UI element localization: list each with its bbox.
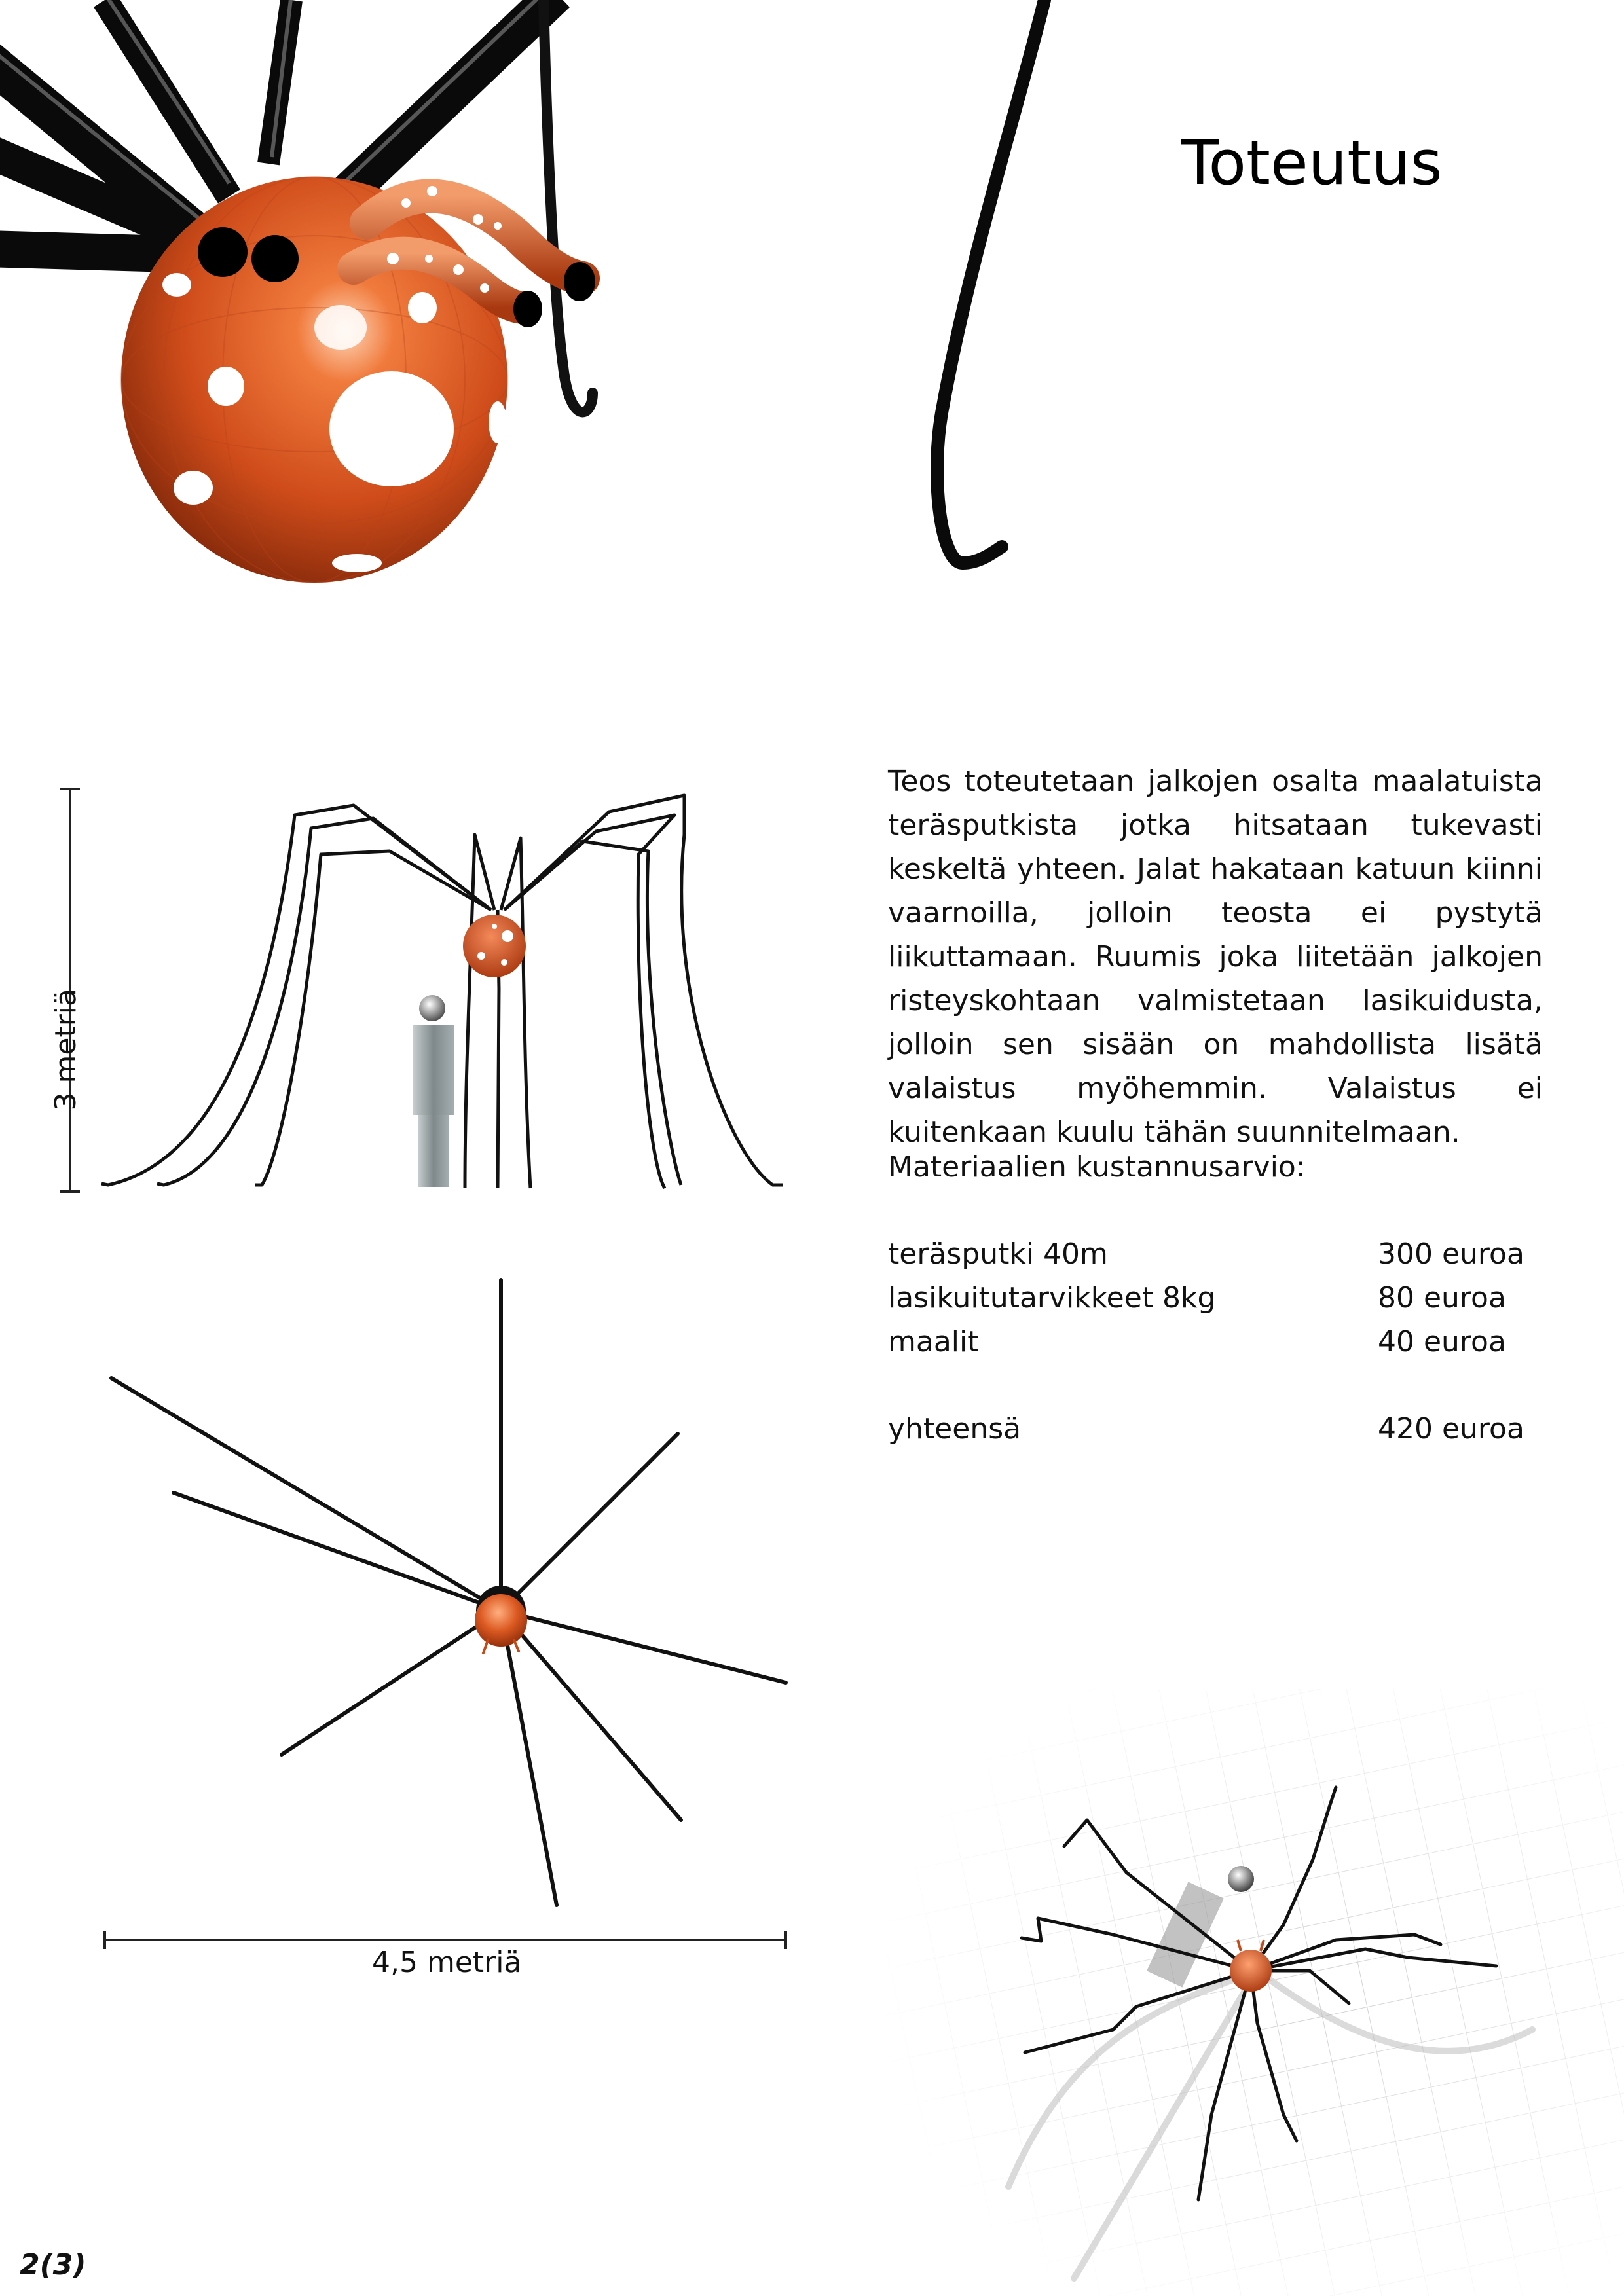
total-label: yhteensä: [888, 1412, 1022, 1446]
cost-row: [888, 1281, 1517, 1325]
cost-price: 80 euroa: [1378, 1281, 1506, 1315]
cost-estimate-heading: Materiaalien kustannusarvio:: [888, 1150, 1306, 1184]
page-number: 2(3): [20, 2248, 86, 2282]
cost-total-row: [888, 1412, 1524, 1456]
cost-item: teräsputki 40m: [888, 1237, 1108, 1271]
description-paragraph: Teos toteutetaan jalkojen osalta maalatuista teräsputkista jotka hitsataan tukevasti keskeltä yhteen. Jalat hakataan katuun kiinni vaarnoilla, jolloin teosta ei pystytä liikuttamaan. Ruumis joka liitetään jalkojen risteyskohtaan valmistetaan lasikuidusta, jolloin sen sisään on mahdollista lisätä valaistus myöhemmin. Valaistus ei kuitenkaan kuulu tähän suunnitelmaan.: [888, 765, 1543, 1149]
spider-top-view: [98, 1270, 799, 1918]
page-title: Toteutus: [1181, 128, 1443, 199]
cost-item: lasikuitutarvikkeet 8kg: [888, 1281, 1216, 1315]
cost-row: [888, 1325, 1517, 1369]
spider-front-elevation: [98, 779, 792, 1205]
dimension-height-label: 3 metriä: [49, 989, 83, 1111]
spider-perspective-render: [877, 1689, 1624, 2296]
cost-row: [888, 1237, 1524, 1281]
cost-price: 300 euroa: [1378, 1237, 1524, 1271]
spider-leg-render: [904, 0, 1074, 589]
cost-item: maalit: [888, 1325, 979, 1358]
spider-closeup-render: [0, 0, 655, 602]
dimension-width-label: 4,5 metriä: [372, 1946, 522, 1979]
cost-price: 40 euroa: [1378, 1325, 1506, 1358]
total-price: 420 euroa: [1378, 1412, 1524, 1446]
